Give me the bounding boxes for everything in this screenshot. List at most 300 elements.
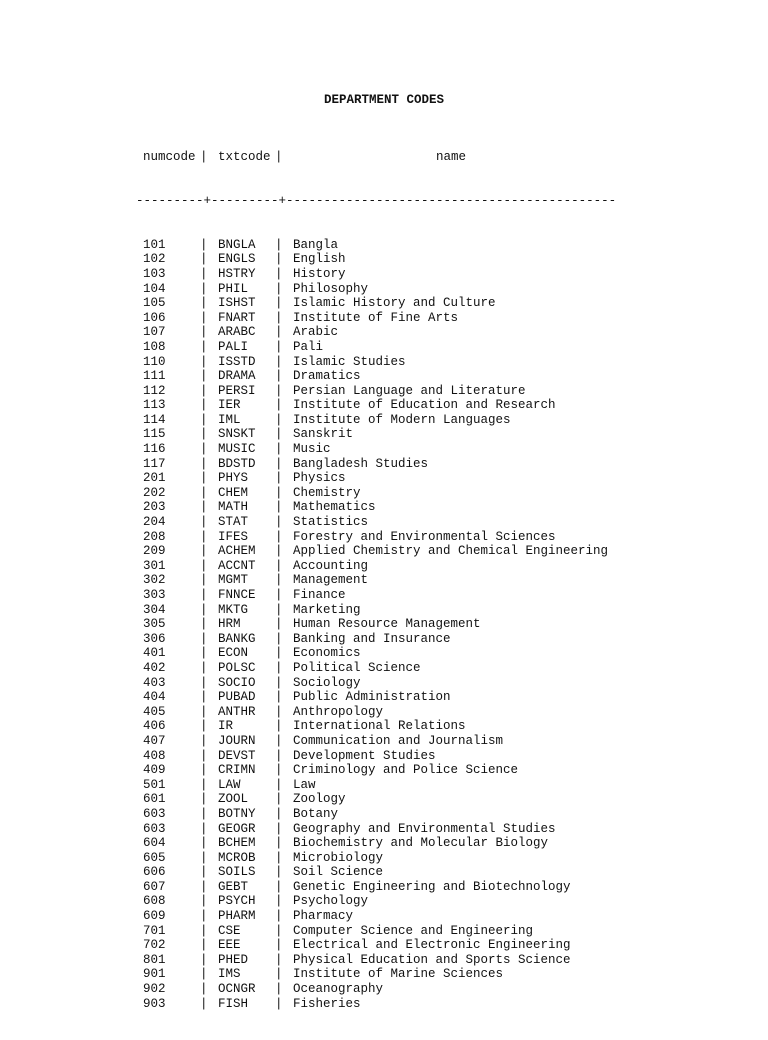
column-separator: | [275, 836, 283, 851]
cell-txtcode: MGMT [218, 573, 249, 588]
cell-numcode: 110 [143, 354, 166, 369]
column-separator: | [275, 704, 283, 719]
cell-txtcode: STAT [218, 515, 249, 530]
column-separator: | [200, 383, 208, 398]
cell-numcode: 209 [143, 544, 166, 559]
cell-numcode: 409 [143, 763, 166, 778]
cell-txtcode: IMS [218, 967, 241, 982]
cell-txtcode: PSYCH [218, 894, 256, 909]
column-separator: | [200, 733, 208, 748]
cell-txtcode: DRAMA [218, 369, 256, 384]
cell-txtcode: SOILS [218, 865, 256, 880]
cell-numcode: 101 [143, 237, 166, 252]
cell-txtcode: HRM [218, 617, 241, 632]
cell-numcode: 404 [143, 690, 166, 705]
table-row [136, 807, 616, 822]
department-codes-table [136, 121, 616, 1040]
cell-name: Microbiology [293, 850, 384, 865]
cell-name: Computer Science and Engineering [293, 923, 534, 938]
table-row [136, 705, 616, 720]
column-separator: | [275, 325, 283, 340]
table-row [136, 252, 616, 267]
cell-numcode: 303 [143, 588, 166, 602]
column-separator: | [275, 763, 283, 778]
column-separator: | [200, 544, 208, 559]
table-row [136, 880, 616, 895]
table-row [136, 355, 616, 370]
cell-numcode: 405 [143, 704, 166, 719]
column-separator: | [275, 675, 283, 690]
cell-name: Finance [293, 588, 346, 602]
header-name: name [435, 150, 466, 165]
cell-txtcode: BOTNY [218, 806, 256, 821]
column-separator: | [200, 923, 208, 938]
table-row [136, 340, 616, 355]
column-separator: | [200, 617, 208, 632]
cell-name: Geography and Environmental Studies [293, 821, 556, 836]
column-separator: | [200, 310, 208, 325]
column-separator: | [275, 821, 283, 836]
table-row [136, 384, 616, 399]
cell-txtcode: ACCNT [218, 558, 256, 573]
cell-txtcode: ISSTD [218, 354, 256, 369]
column-separator: | [275, 733, 283, 748]
column-separator: | [275, 398, 283, 413]
cell-txtcode: CRIMN [218, 763, 256, 778]
column-separator: | [200, 646, 208, 661]
column-separator: | [200, 529, 208, 544]
cell-txtcode: BANKG [218, 631, 256, 646]
header-numcode: numcode [143, 150, 196, 165]
table-row [136, 486, 616, 501]
table-row [136, 457, 616, 472]
column-separator: | [200, 792, 208, 807]
column-separator: | [200, 485, 208, 500]
column-separator: | [275, 281, 283, 296]
column-separator: | [275, 296, 283, 311]
table-row [136, 603, 616, 618]
column-separator: | [200, 996, 208, 1011]
column-separator: | [275, 879, 283, 894]
table-row [136, 909, 616, 924]
cell-txtcode: ENGLS [218, 252, 256, 267]
cell-txtcode: ARABC [218, 325, 256, 340]
column-separator: | [275, 573, 283, 588]
column-separator: | [275, 865, 283, 880]
cell-name: Human Resource Management [293, 617, 481, 632]
cell-numcode: 102 [143, 252, 166, 267]
cell-numcode: 208 [143, 529, 166, 544]
cell-name: Institute of Marine Sciences [293, 967, 504, 982]
column-separator: | [200, 660, 208, 675]
cell-numcode: 104 [143, 281, 166, 296]
cell-name: Physics [293, 471, 346, 486]
cell-numcode: 603 [143, 806, 166, 821]
cell-numcode: 501 [143, 777, 166, 792]
column-separator: | [275, 383, 283, 398]
cell-name: Arabic [293, 325, 339, 340]
cell-txtcode: CHEM [218, 485, 249, 500]
cell-name: Accounting [293, 558, 369, 573]
cell-txtcode: BNGLA [218, 237, 256, 252]
cell-numcode: 204 [143, 515, 166, 530]
column-separator: | [200, 777, 208, 792]
table-row [136, 690, 616, 705]
page-title: DEPARTMENT CODES [323, 93, 445, 107]
cell-txtcode: BCHEM [218, 836, 256, 851]
cell-txtcode: MUSIC [218, 442, 256, 457]
column-separator: | [275, 748, 283, 763]
table-row [136, 530, 616, 545]
cell-numcode: 116 [143, 442, 166, 457]
cell-name: History [293, 266, 346, 281]
table-row [136, 734, 616, 749]
column-separator: | [275, 237, 283, 252]
table-row [136, 311, 616, 326]
cell-txtcode: PUBAD [218, 690, 256, 705]
column-separator: | [200, 748, 208, 763]
cell-txtcode: ANTHR [218, 704, 256, 719]
cell-numcode: 403 [143, 675, 166, 690]
table-row [136, 442, 616, 457]
column-separator: | [200, 588, 208, 602]
cell-name: Banking and Insurance [293, 631, 451, 646]
cell-name: Pali [293, 339, 324, 354]
cell-txtcode: POLSC [218, 660, 256, 675]
column-separator: | [200, 471, 208, 486]
table-row [136, 573, 616, 588]
column-separator: | [275, 617, 283, 632]
table-row [136, 617, 616, 632]
column-separator: | [275, 690, 283, 705]
cell-name: Communication and Journalism [293, 733, 504, 748]
column-separator: | [275, 471, 283, 486]
cell-txtcode: FISH [218, 996, 249, 1011]
column-separator: | [200, 296, 208, 311]
column-separator: | [275, 660, 283, 675]
column-separator: | [200, 325, 208, 340]
cell-numcode: 903 [143, 996, 166, 1011]
cell-txtcode: CSE [218, 923, 241, 938]
table-row [136, 938, 616, 953]
cell-name: Islamic History and Culture [293, 296, 496, 311]
cell-name: Bangladesh Studies [293, 456, 429, 471]
cell-txtcode: OCNGR [218, 982, 256, 997]
table-row [136, 982, 616, 997]
cell-name: Soil Science [293, 865, 384, 880]
column-separator: | [275, 850, 283, 865]
column-separator: | [200, 515, 208, 530]
cell-numcode: 106 [143, 310, 166, 325]
cell-txtcode: BDSTD [218, 456, 256, 471]
column-separator: | [275, 967, 283, 982]
column-separator: | [275, 529, 283, 544]
cell-name: Music [293, 442, 331, 457]
cell-name: Economics [293, 646, 361, 661]
cell-numcode: 402 [143, 660, 166, 675]
cell-name: Statistics [293, 515, 369, 530]
cell-name: Forestry and Environmental Sciences [293, 529, 556, 544]
cell-numcode: 302 [143, 573, 166, 588]
column-separator: | [200, 982, 208, 997]
cell-name: Fisheries [293, 996, 361, 1011]
cell-name: Biochemistry and Molecular Biology [293, 836, 549, 851]
column-separator: | [275, 515, 283, 530]
column-separator: | [200, 909, 208, 924]
column-separator: | [200, 806, 208, 821]
cell-name: Management [293, 573, 369, 588]
table-row [136, 515, 616, 530]
table-row [136, 676, 616, 691]
cell-numcode: 201 [143, 471, 166, 486]
cell-numcode: 115 [143, 427, 166, 442]
cell-name: Law [293, 777, 316, 792]
column-separator: | [200, 631, 208, 646]
cell-txtcode: HSTRY [218, 266, 256, 281]
column-separator: | [275, 952, 283, 967]
column-separator: | [200, 690, 208, 705]
cell-name: Criminology and Police Science [293, 763, 519, 778]
column-separator: | [275, 894, 283, 909]
column-separator: | [275, 369, 283, 384]
column-separator: | [275, 485, 283, 500]
cell-numcode: 114 [143, 412, 166, 427]
column-separator: | [200, 427, 208, 442]
column-separator: | [200, 952, 208, 967]
column-separator: | [200, 602, 208, 617]
cell-numcode: 113 [143, 398, 166, 413]
cell-txtcode: FNART [218, 310, 256, 325]
cell-numcode: 901 [143, 967, 166, 982]
column-separator: | [275, 631, 283, 646]
column-separator: | [200, 266, 208, 281]
cell-txtcode: ISHST [218, 296, 256, 311]
table-row [136, 588, 616, 603]
table-row [136, 500, 616, 515]
cell-numcode: 304 [143, 602, 166, 617]
table-row [136, 865, 616, 880]
column-separator: | [275, 252, 283, 267]
column-separator: | [275, 266, 283, 281]
column-separator: | [275, 500, 283, 515]
cell-name: Institute of Fine Arts [293, 310, 459, 325]
table-row [136, 778, 616, 793]
cell-numcode: 401 [143, 646, 166, 661]
column-separator: | [200, 865, 208, 880]
column-separator: | [200, 894, 208, 909]
table-row [136, 953, 616, 968]
column-separator: | [200, 558, 208, 573]
table-row [136, 267, 616, 282]
column-separator: | [200, 237, 208, 252]
table-row [136, 238, 616, 253]
cell-txtcode: SOCIO [218, 675, 256, 690]
column-separator: | [275, 923, 283, 938]
cell-name: Institute of Education and Research [293, 398, 556, 413]
cell-name: English [293, 252, 346, 267]
table-row [136, 997, 616, 1012]
cell-numcode: 406 [143, 719, 166, 734]
cell-txtcode: PERSI [218, 383, 256, 398]
cell-name: Sociology [293, 675, 361, 690]
cell-numcode: 408 [143, 748, 166, 763]
cell-txtcode: LAW [218, 777, 241, 792]
cell-txtcode: SNSKT [218, 427, 256, 442]
column-separator: | [200, 150, 208, 165]
cell-numcode: 301 [143, 558, 166, 573]
cell-numcode: 605 [143, 850, 166, 865]
table-row [136, 544, 616, 559]
column-separator: | [200, 354, 208, 369]
cell-name: Dramatics [293, 369, 361, 384]
column-separator: | [200, 719, 208, 734]
column-separator: | [200, 967, 208, 982]
cell-numcode: 607 [143, 879, 166, 894]
cell-numcode: 702 [143, 938, 166, 953]
cell-txtcode: EEE [218, 938, 241, 953]
column-separator: | [275, 588, 283, 602]
cell-name: Oceanography [293, 982, 384, 997]
cell-numcode: 306 [143, 631, 166, 646]
cell-txtcode: ZOOL [218, 792, 249, 807]
column-separator: | [200, 252, 208, 267]
cell-txtcode: PHIL [218, 281, 249, 296]
cell-name: Philosophy [293, 281, 369, 296]
table-row [136, 559, 616, 574]
column-separator: | [275, 456, 283, 471]
column-separator: | [200, 879, 208, 894]
column-separator: | [275, 996, 283, 1011]
table-header-row [136, 150, 616, 165]
column-separator: | [275, 909, 283, 924]
cell-name: Chemistry [293, 485, 361, 500]
cell-numcode: 112 [143, 383, 166, 398]
cell-name: Sanskrit [293, 427, 354, 442]
column-separator: | [275, 150, 283, 165]
cell-txtcode: GEOGR [218, 821, 256, 836]
cell-txtcode: PALI [218, 339, 249, 354]
column-separator: | [275, 792, 283, 807]
cell-name: Islamic Studies [293, 354, 406, 369]
column-separator: | [200, 339, 208, 354]
table-row [136, 427, 616, 442]
cell-txtcode: JOURN [218, 733, 256, 748]
table-row [136, 763, 616, 778]
column-separator: | [200, 763, 208, 778]
cell-numcode: 103 [143, 266, 166, 281]
cell-txtcode: IFES [218, 529, 249, 544]
column-separator: | [200, 704, 208, 719]
column-separator: | [200, 369, 208, 384]
cell-name: Persian Language and Literature [293, 383, 526, 398]
table-row [136, 967, 616, 982]
table-row [136, 661, 616, 676]
column-separator: | [275, 777, 283, 792]
cell-name: Public Administration [293, 690, 451, 705]
column-separator: | [275, 354, 283, 369]
cell-txtcode: PHYS [218, 471, 249, 486]
header-rule-text: ---------+---------+-------------------------------------------- [136, 193, 617, 208]
cell-name: Bangla [293, 237, 339, 252]
cell-name: Applied Chemistry and Chemical Engineering [293, 544, 609, 559]
table-row [136, 413, 616, 428]
cell-name: Pharmacy [293, 909, 354, 924]
cell-numcode: 117 [143, 456, 166, 471]
table-row [136, 822, 616, 837]
column-separator: | [275, 412, 283, 427]
column-separator: | [200, 412, 208, 427]
cell-name: Institute of Modern Languages [293, 412, 511, 427]
cell-name: Marketing [293, 602, 361, 617]
column-separator: | [275, 938, 283, 953]
column-separator: | [200, 398, 208, 413]
cell-name: Electrical and Electronic Engineering [293, 938, 571, 953]
cell-txtcode: MKTG [218, 602, 249, 617]
column-separator: | [275, 602, 283, 617]
table-body [136, 238, 616, 1011]
cell-txtcode: IML [218, 412, 241, 427]
cell-txtcode: DEVST [218, 748, 256, 763]
cell-txtcode: GEBT [218, 879, 249, 894]
cell-numcode: 801 [143, 952, 166, 967]
cell-txtcode: IR [218, 719, 234, 734]
table-row [136, 719, 616, 734]
table-row [136, 792, 616, 807]
table-row [136, 632, 616, 647]
cell-numcode: 111 [143, 369, 166, 384]
column-separator: | [275, 982, 283, 997]
table-row [136, 325, 616, 340]
column-separator: | [275, 310, 283, 325]
cell-numcode: 609 [143, 909, 166, 924]
table-row [136, 836, 616, 851]
cell-numcode: 604 [143, 836, 166, 851]
column-separator: | [275, 339, 283, 354]
column-separator: | [275, 427, 283, 442]
table-row [136, 646, 616, 661]
cell-txtcode: PHED [218, 952, 249, 967]
table-row [136, 749, 616, 764]
cell-name: Political Science [293, 660, 421, 675]
column-separator: | [275, 558, 283, 573]
cell-numcode: 305 [143, 617, 166, 632]
cell-numcode: 203 [143, 500, 166, 515]
column-separator: | [200, 281, 208, 296]
cell-name: Zoology [293, 792, 346, 807]
cell-numcode: 202 [143, 485, 166, 500]
cell-name: International Relations [293, 719, 466, 734]
column-separator: | [200, 442, 208, 457]
cell-numcode: 606 [143, 865, 166, 880]
column-separator: | [200, 675, 208, 690]
cell-numcode: 105 [143, 296, 166, 311]
cell-numcode: 902 [143, 982, 166, 997]
cell-name: Development Studies [293, 748, 436, 763]
column-separator: | [200, 850, 208, 865]
table-row [136, 398, 616, 413]
cell-name: Physical Education and Sports Science [293, 952, 571, 967]
cell-numcode: 603 [143, 821, 166, 836]
column-separator: | [200, 573, 208, 588]
table-row [136, 471, 616, 486]
table-row [136, 851, 616, 866]
column-separator: | [200, 456, 208, 471]
cell-numcode: 107 [143, 325, 166, 340]
cell-name: Botany [293, 806, 339, 821]
column-separator: | [275, 646, 283, 661]
table-row [136, 924, 616, 939]
cell-numcode: 108 [143, 339, 166, 354]
